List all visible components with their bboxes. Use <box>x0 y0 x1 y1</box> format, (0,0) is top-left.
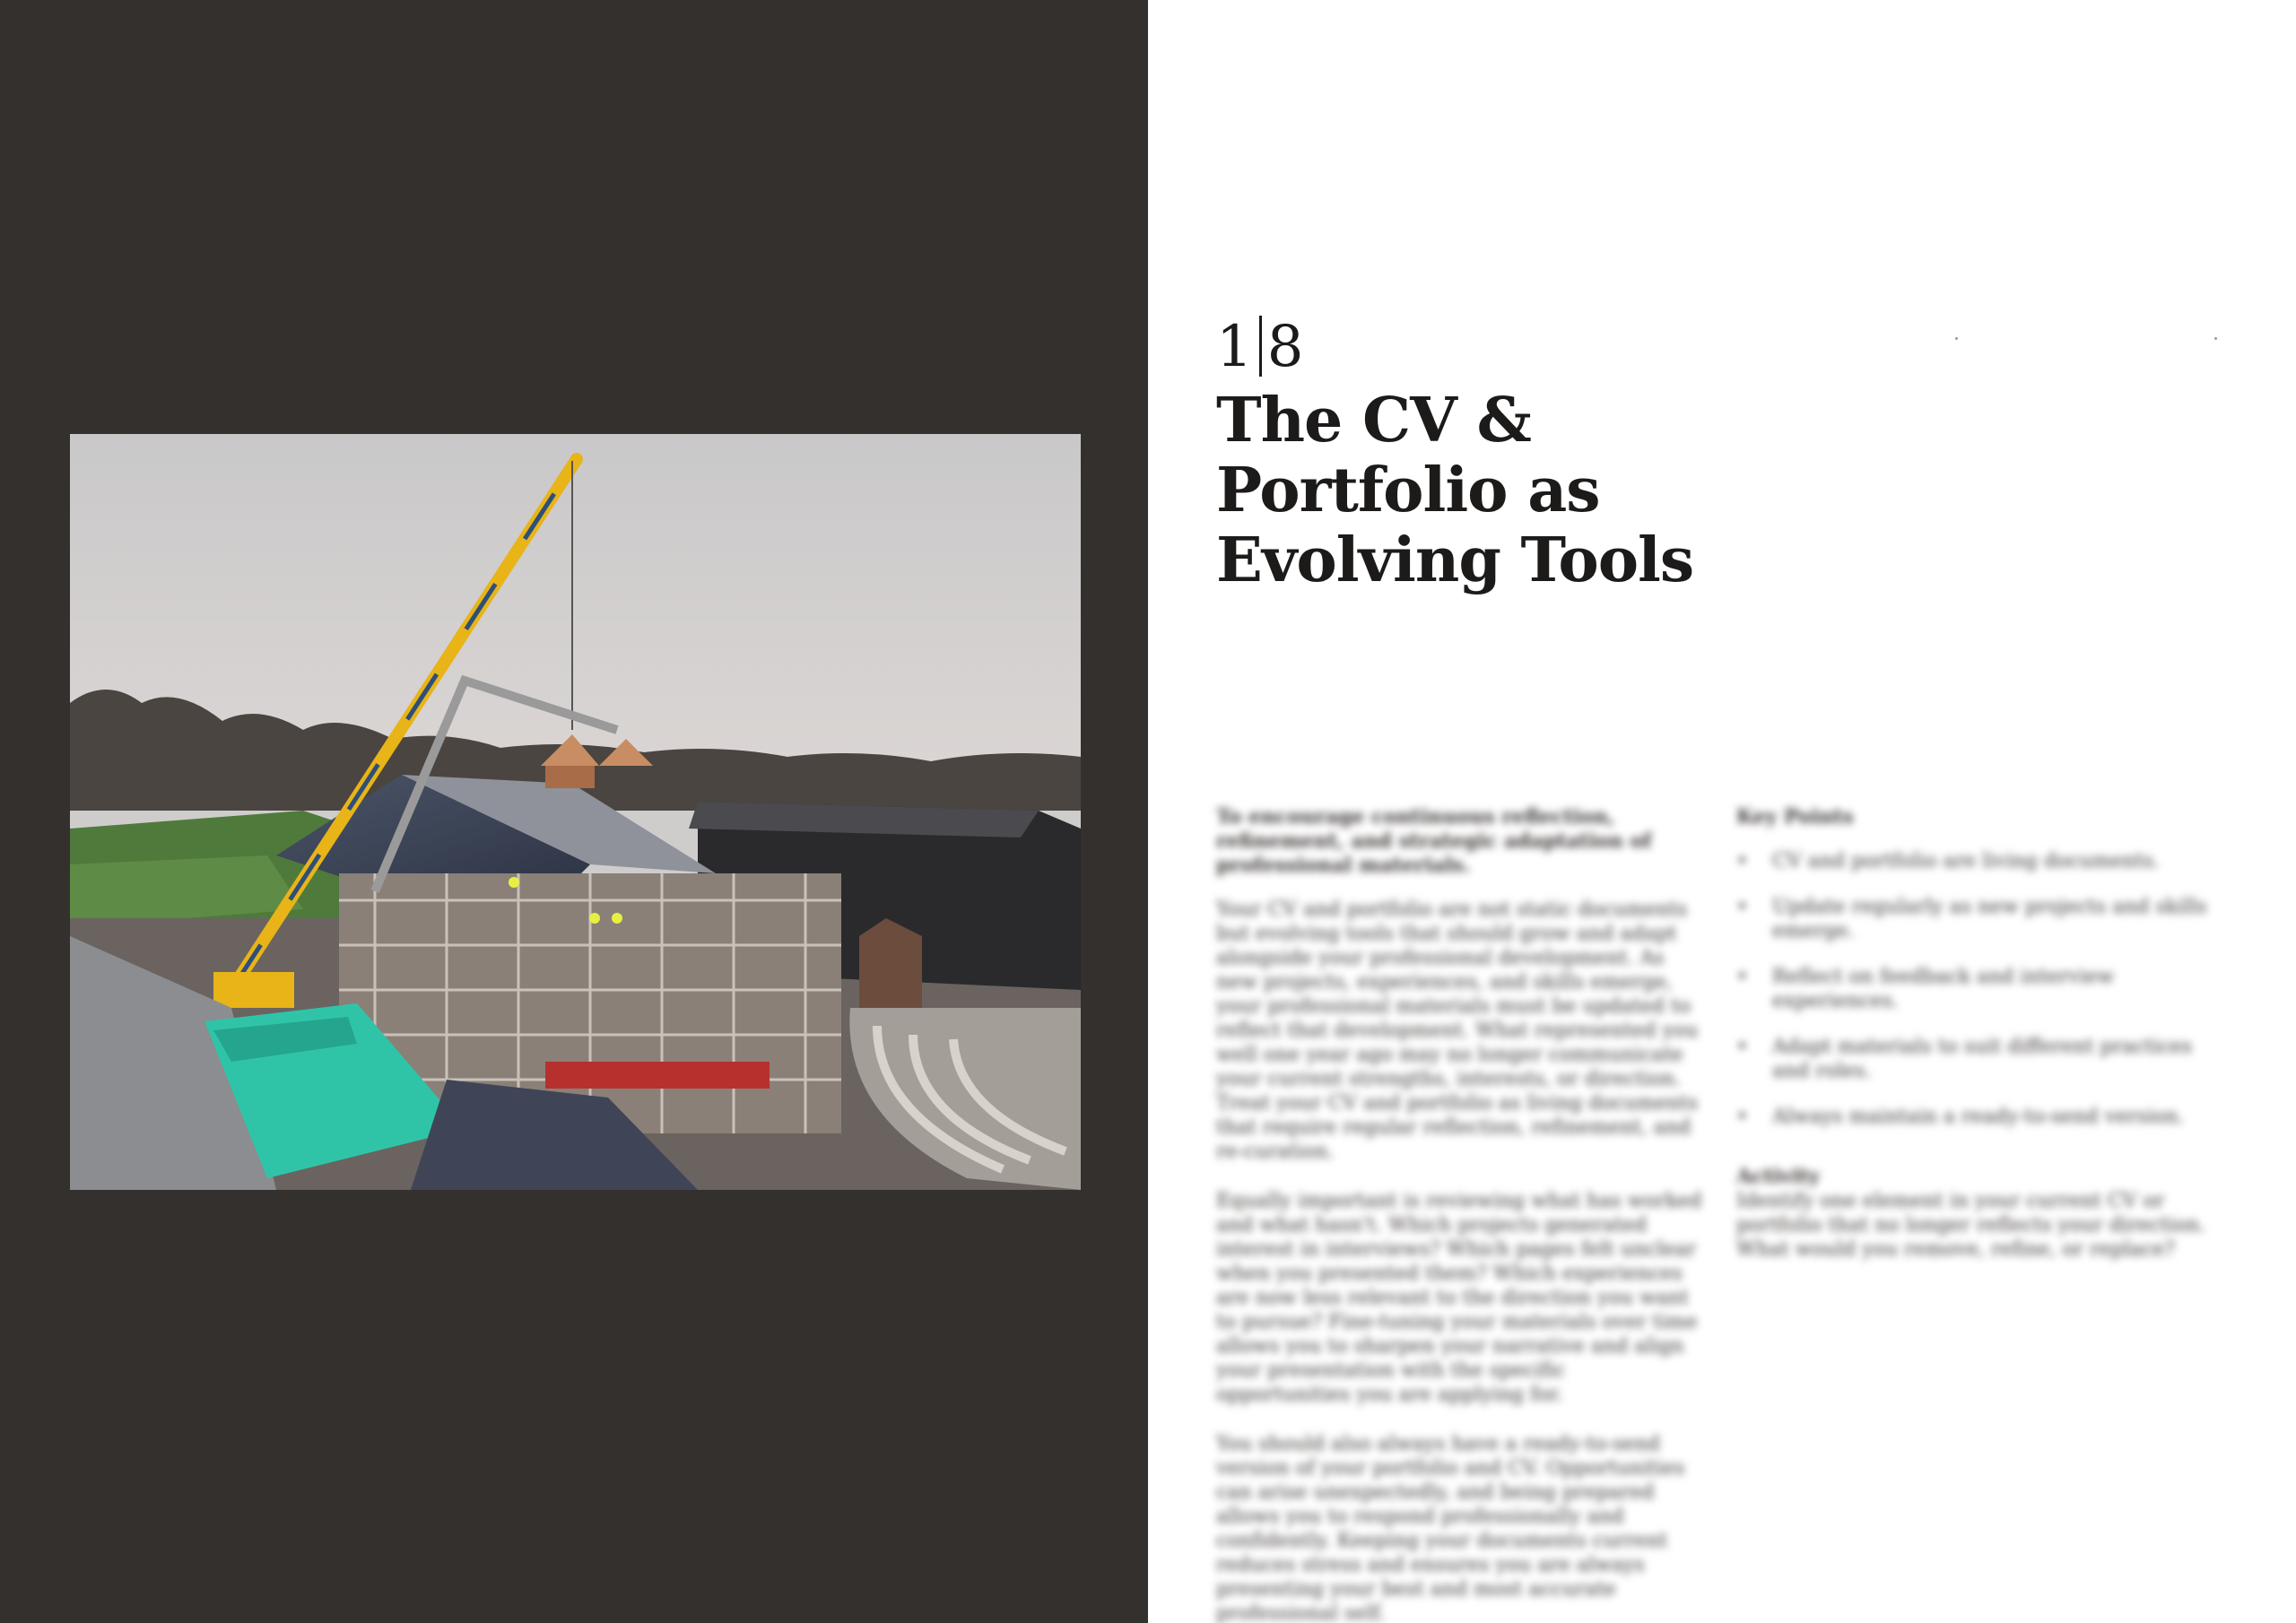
photo-illustration <box>70 434 1081 1190</box>
key-point-item: • CV and portfolio are living documents. <box>1736 849 2230 873</box>
body-column-right <box>1736 805 2230 1262</box>
key-point-item: • Adapt materials to suit different practices and roles. <box>1736 1035 2230 1083</box>
body-paragraph: You should also always have a ready-to-send version of your portfolio and CV. Opportunities can arise unexpectedly, and being prepared allows you to respond professionally and confidently. Keeping your documents current reduces stress and ensures you are always presenting your best and most accurate professional self. <box>1216 1433 1685 1623</box>
page-title: The CV & Portfolio as Evolving Tools <box>1216 385 1694 596</box>
body-paragraph: Your CV and portfolio are not static documents but evolving tools that should grow and adapt alongside your professional development. As new projects, experiences, and skills emerge, your professional materials must be updated to reflect that development. What represented you well one year ago may no longer communicate your current strengths, interests, or direction. Treat your CV and portfolio as living documents that require regular reflection, refinement, and re-curation. <box>1216 898 1699 1163</box>
decorative-dot <box>2214 337 2217 340</box>
section-number-right: 8 <box>1266 314 1305 380</box>
section-number-left: 1 <box>1216 314 1254 380</box>
section-number-divider <box>1259 316 1262 377</box>
construction-photo <box>70 434 1081 1190</box>
body-column-left <box>1216 805 1705 1623</box>
lead-statement: To encourage continuous reflection, refinement, and strategic adaptation of professional materials. <box>1216 805 1652 877</box>
section-number <box>1216 314 1305 380</box>
activity-text: Identify one element in your current CV or portfolio that no longer reflects your direction. What would you remove, refine, or replace? <box>1736 1190 2206 1261</box>
key-point-item: • Always maintain a ready-to-send version. <box>1736 1105 2230 1129</box>
key-point-item: • Update regularly as new projects and skills emerge. <box>1736 895 2230 943</box>
key-point-item: • Reflect on feedback and interview experiences. <box>1736 965 2230 1013</box>
key-points-heading: Key Points <box>1736 805 1854 829</box>
decorative-dot <box>1955 337 1958 340</box>
body-paragraph: Equally important is reviewing what has worked and what hasn't. Which projects generated interest in interviews? Which pages felt unclear when you presented them? Which experiences are now less relevant to the direction you want to pursue? Fine-tuning your materials over time allows you to sharpen your narrative and align your presentation with the specific opportunities you are applying for. <box>1216 1190 1702 1406</box>
activity-heading: Activity <box>1736 1165 1821 1188</box>
right-page <box>1148 0 2296 1623</box>
key-points-list <box>1736 849 2230 1129</box>
